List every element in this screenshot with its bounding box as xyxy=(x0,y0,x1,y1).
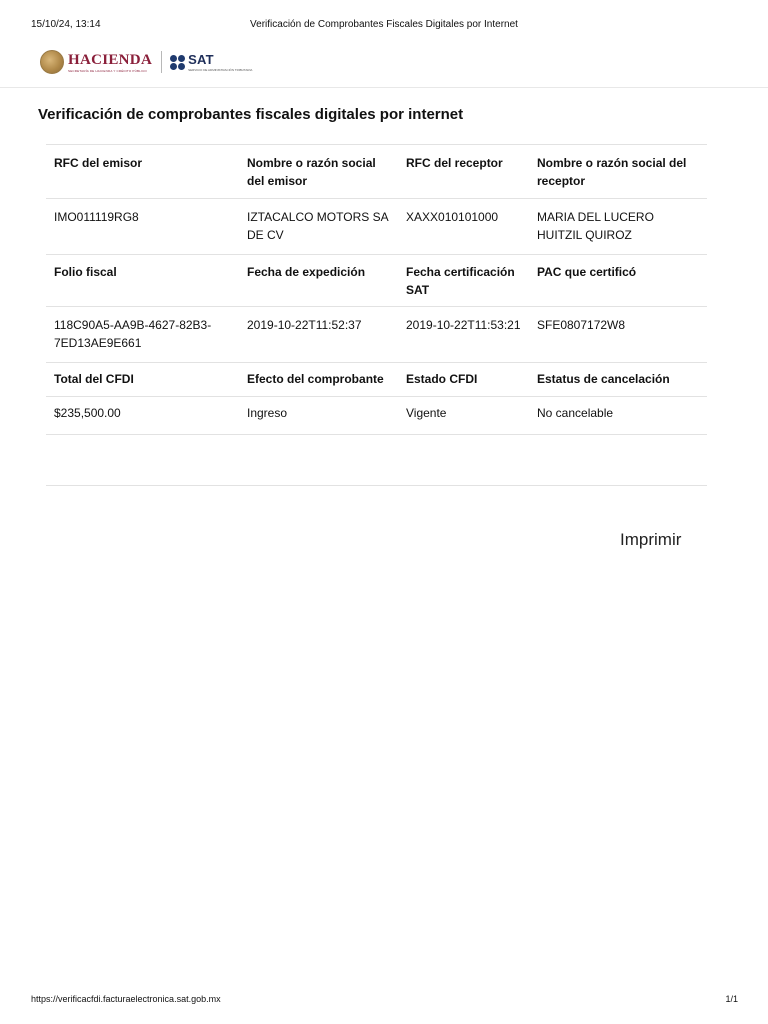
logo-divider xyxy=(161,51,162,73)
header-nombre-receptor: Nombre o razón social del receptor xyxy=(537,156,687,188)
value-fecha-certificacion: 2019-10-22T11:53:21 xyxy=(406,318,521,332)
value-total-cfdi: $235,500.00 xyxy=(54,406,121,420)
header-fecha-certificacion: Fecha certificación SAT xyxy=(406,265,515,297)
header-estado-cfdi: Estado CFDI xyxy=(406,372,478,386)
value-folio-fiscal: 118C90A5-AA9B-4627-82B3-7ED13AE9E661 xyxy=(54,318,212,350)
verification-results-table xyxy=(46,144,707,435)
table-row xyxy=(46,396,707,435)
value-estatus-cancelacion: No cancelable xyxy=(537,406,614,420)
header-folio-fiscal: Folio fiscal xyxy=(54,265,117,279)
table-row xyxy=(46,198,707,254)
table-row xyxy=(46,306,707,362)
section-divider xyxy=(46,485,707,486)
page-title: Verificación de comprobantes fiscales digitales por internet xyxy=(38,106,464,123)
header-total-cfdi: Total del CFDI xyxy=(54,372,134,386)
value-pac: SFE0807172W8 xyxy=(537,318,626,332)
print-datetime: 15/10/24, 13:14 xyxy=(31,19,101,30)
table-header-row xyxy=(46,362,707,396)
header-rfc-emisor: RFC del emisor xyxy=(54,156,143,170)
value-nombre-emisor: IZTACALCO MOTORS SA DE CV xyxy=(247,210,388,242)
print-document-title: Verificación de Comprobantes Fiscales Digitales por Internet xyxy=(250,19,518,30)
hacienda-logo-subtext: SECRETARÍA DE HACIENDA Y CRÉDITO PÚBLICO xyxy=(68,68,147,73)
value-fecha-expedicion: 2019-10-22T11:52:37 xyxy=(247,318,362,332)
header-pac: PAC que certificó xyxy=(537,265,637,279)
hacienda-logo xyxy=(68,52,152,73)
header-nombre-emisor: Nombre o razón social del emisor xyxy=(247,156,376,188)
print-button[interactable]: Imprimir xyxy=(620,530,682,549)
coat-of-arms-icon xyxy=(40,50,64,74)
footer-url: https://verificacfdi.facturaelectronica.sat.gob.mx xyxy=(31,994,221,1004)
hacienda-logo-text: HACIENDA xyxy=(68,51,153,68)
value-estado-cfdi: Vigente xyxy=(406,406,447,420)
sat-logo-icon xyxy=(170,55,185,70)
header-fecha-expedicion: Fecha de expedición xyxy=(247,265,366,279)
table-header-row xyxy=(46,144,707,198)
header-estatus-cancelacion: Estatus de cancelación xyxy=(537,372,670,386)
footer-page-number: 1/1 xyxy=(725,994,738,1004)
value-rfc-receptor: XAXX010101000 xyxy=(406,210,499,224)
sat-logo xyxy=(188,53,252,72)
sat-logo-text: SAT xyxy=(188,51,214,67)
header-rfc-receptor: RFC del receptor xyxy=(406,156,503,170)
sat-logo-subtext: SERVICIO DE ADMINISTRACIÓN TRIBUTARIA xyxy=(188,67,253,72)
header-divider xyxy=(0,87,768,88)
value-rfc-emisor: IMO011119RG8 xyxy=(54,210,139,224)
header-efecto: Efecto del comprobante xyxy=(247,372,384,386)
print-header xyxy=(0,19,768,33)
table-header-row xyxy=(46,254,707,306)
value-efecto: Ingreso xyxy=(247,406,288,420)
value-nombre-receptor: MARIA DEL LUCERO HUITZIL QUIROZ xyxy=(537,210,654,242)
header-logos xyxy=(40,46,252,78)
